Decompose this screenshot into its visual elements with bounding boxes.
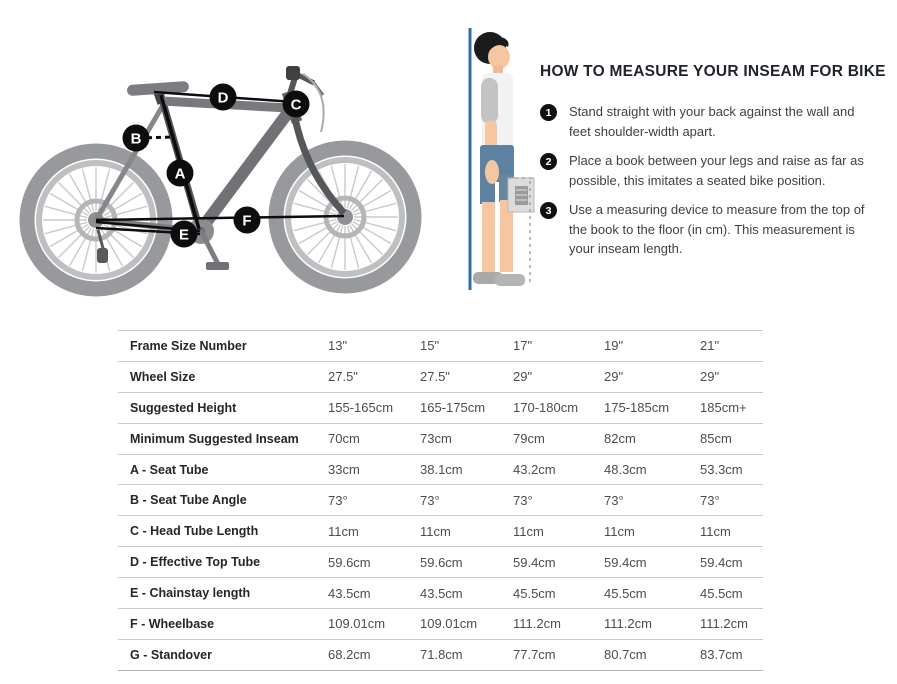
cell-value: 83.7cm (700, 647, 743, 663)
cell-value: 59.4cm (700, 554, 743, 570)
table-row (118, 547, 763, 578)
guide-title: HOW TO MEASURE YOUR INSEAM FOR BIKE (540, 63, 886, 80)
cell-value: 19" (604, 338, 624, 354)
bike-geometry-diagram (0, 0, 460, 312)
cell-value: 73cm (420, 431, 452, 447)
instruction-step-2 (540, 151, 876, 190)
table-row (118, 639, 763, 670)
cell-value: 11cm (604, 523, 635, 539)
frame-size-table (118, 330, 763, 671)
cell-value: 73° (513, 492, 533, 508)
row-label: Frame Size Number (130, 338, 247, 353)
measurement-marker-E (171, 221, 198, 248)
cell-value: 15" (420, 338, 440, 354)
measurement-marker-A (167, 160, 194, 187)
cell-value: 68.2cm (328, 647, 371, 663)
table-row (118, 331, 763, 362)
cell-value: 155-165cm (328, 400, 394, 416)
svg-text:A: A (174, 165, 186, 183)
table-row (118, 423, 763, 454)
svg-text:D: D (217, 89, 229, 107)
cell-value: 71.8cm (420, 647, 463, 663)
svg-text:C: C (290, 96, 302, 114)
cell-value: 45.5cm (700, 585, 743, 601)
step-number-badge: 3 (540, 202, 557, 219)
cell-value: 45.5cm (513, 585, 556, 601)
cell-value: 43.2cm (513, 462, 556, 477)
cell-value: 111.2cm (513, 616, 561, 632)
measurement-marker-D (210, 84, 237, 111)
cell-value: 17" (513, 338, 533, 354)
table-row (118, 454, 763, 485)
cell-value: 85cm (700, 431, 732, 447)
step-text: Use a measuring device to measure from the top of the book to the floor (in cm). This measurement is your inseam length. (569, 202, 865, 256)
cell-value: 175-185cm (604, 400, 670, 416)
cell-value: 43.5cm (328, 585, 371, 601)
cell-value: 185cm+ (700, 400, 747, 416)
cell-value: 59.6cm (420, 554, 463, 570)
measurement-marker-F (234, 207, 261, 234)
row-label: F - Wheelbase (130, 616, 215, 631)
table-row (118, 578, 763, 609)
cell-value: 11cm (420, 523, 451, 539)
cell-value: 170-180cm (513, 400, 579, 416)
cell-value: 45.5cm (604, 585, 647, 601)
measurement-marker-B (123, 125, 150, 152)
cell-value: 59.4cm (513, 554, 556, 570)
cell-value: 21" (700, 338, 720, 354)
cell-value: 59.4cm (604, 554, 647, 570)
table-row (118, 485, 763, 516)
cell-value: 29" (700, 369, 720, 385)
cell-value: 82cm (604, 431, 636, 447)
cell-value: 11cm (328, 523, 359, 539)
cell-value: 109.01cm (420, 616, 478, 632)
table-row (118, 609, 763, 640)
svg-text:E: E (178, 226, 190, 244)
row-label: B - Seat Tube Angle (130, 493, 247, 508)
cell-value: 38.1cm (420, 462, 463, 477)
svg-text:F: F (242, 212, 252, 230)
person-measuring-illustration (460, 26, 540, 294)
cell-value: 43.5cm (420, 585, 463, 601)
instruction-steps (540, 102, 876, 269)
instruction-step-3 (540, 200, 876, 259)
cell-value: 73° (700, 492, 720, 508)
cell-value: 33cm (328, 462, 360, 477)
instruction-step-1 (540, 102, 876, 141)
svg-text:B: B (130, 130, 142, 148)
cell-value: 11cm (513, 523, 544, 539)
table-row (118, 516, 763, 547)
row-label: D - Effective Top Tube (130, 555, 261, 570)
step-text: Stand straight with your back against the wall and feet shoulder-width apart. (569, 104, 855, 139)
table-row (118, 392, 763, 423)
cell-value: 48.3cm (604, 462, 647, 477)
step-number-badge: 1 (540, 104, 557, 121)
cell-value: 59.6cm (328, 554, 371, 570)
row-label: C - Head Tube Length (130, 524, 259, 539)
step-text: Place a book between your legs and raise as far as possible, this imitates a seated bike position. (569, 153, 864, 188)
row-label: E - Chainstay length (130, 586, 251, 601)
cell-value: 27.5" (420, 369, 450, 385)
row-label: Suggested Height (130, 400, 237, 415)
cell-value: 80.7cm (604, 647, 647, 663)
cell-value: 109.01cm (328, 616, 386, 632)
row-label: Minimum Suggested Inseam (130, 431, 299, 446)
cell-value: 73° (328, 492, 348, 508)
measurement-marker-C (283, 91, 310, 118)
row-label: A - Seat Tube (130, 462, 209, 477)
table-row (118, 361, 763, 392)
cell-value: 13" (328, 338, 348, 354)
cell-value: 73° (604, 492, 624, 508)
cell-value: 27.5" (328, 369, 358, 385)
cell-value: 53.3cm (700, 462, 743, 477)
cell-value: 77.7cm (513, 647, 556, 663)
cell-value: 29" (513, 369, 533, 385)
cell-value: 11cm (700, 523, 731, 539)
cell-value: 79cm (513, 431, 545, 447)
cell-value: 165-175cm (420, 400, 486, 416)
row-label: G - Standover (130, 647, 212, 662)
row-label: Wheel Size (130, 369, 196, 384)
cell-value: 29" (604, 369, 624, 385)
step-number-badge: 2 (540, 153, 557, 170)
cell-value: 73° (420, 492, 440, 508)
cell-value: 70cm (328, 431, 360, 447)
cell-value: 111.2cm (604, 616, 652, 632)
cell-value: 111.2cm (700, 616, 748, 632)
